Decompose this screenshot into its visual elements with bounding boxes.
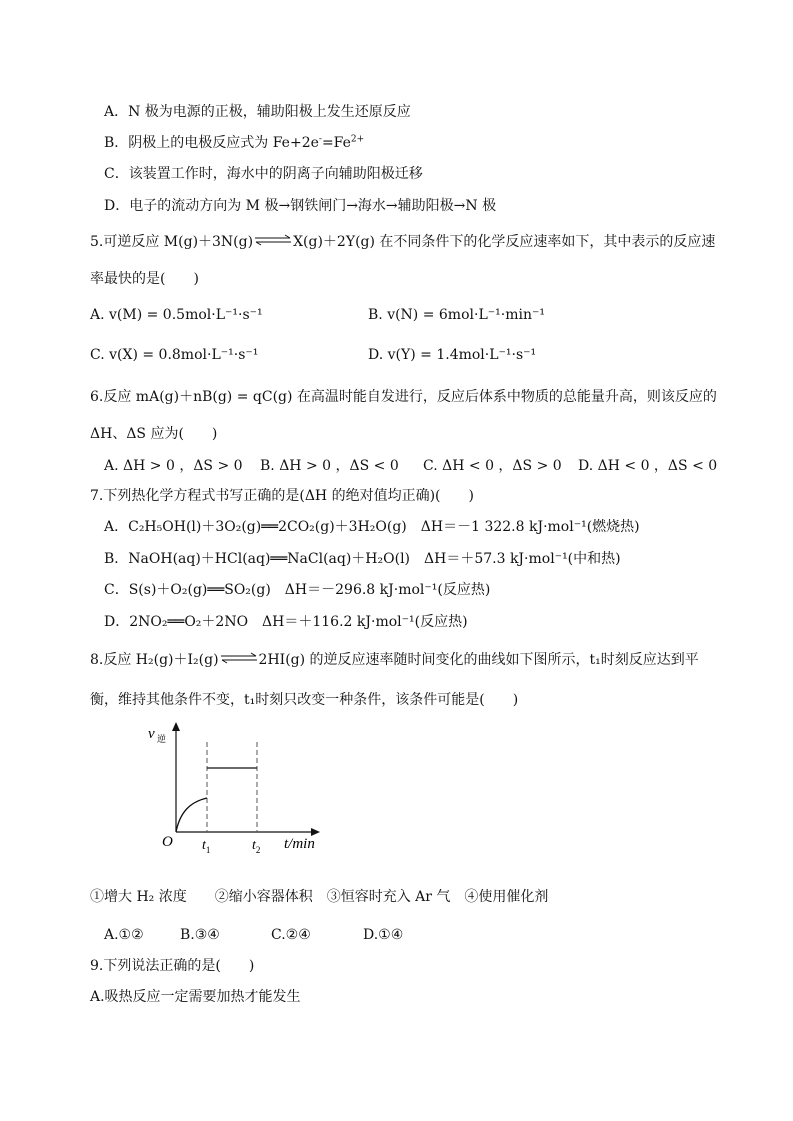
q5-option-b: B. v(N) = 6mol·L⁻¹·min⁻¹ xyxy=(368,307,545,323)
q8-stem-line2: 衡，维持其他条件不变，t₁时刻只改变一种条件，该条件可能是( ) xyxy=(90,692,519,708)
q5-stem xyxy=(90,233,715,251)
x-axis-label: t/min xyxy=(284,836,315,852)
x-tick-t1: $t_1$ xyxy=(202,838,211,855)
q7-option-c: C．S(s)＋O₂(g)══SO₂(g) ΔH＝－296.8 kJ·mol⁻¹(反应热) xyxy=(104,582,491,598)
origin-label: O xyxy=(162,834,173,850)
q8-option-b: B.③④ xyxy=(180,927,220,943)
q6-stem-line2: ΔH、ΔS 应为( ) xyxy=(90,426,218,442)
rate-time-chart xyxy=(140,720,330,860)
q5-stem-post: X(g)＋2Y(g) 在不同条件下的化学反应速率如下，其中表示的反应速 xyxy=(293,234,716,250)
rise-curve xyxy=(176,798,207,832)
q5-option-c: C. v(X) = 0.8mol·L⁻¹·s⁻¹ xyxy=(90,347,259,363)
y-axis-label-sub: 逆 xyxy=(157,734,167,744)
q4-option-c: C．该装置工作时，海水中的阴离子向辅助阳极迁移 xyxy=(104,166,423,182)
q4-option-b-sup1: - xyxy=(318,134,322,145)
q6-option-b: B. ΔH > 0 ，ΔS < 0 xyxy=(260,458,399,474)
y-axis-arrow xyxy=(172,722,180,731)
q5-stem-line2: 率最快的是( ) xyxy=(90,271,199,287)
q8-option-a: A.①② xyxy=(104,927,144,943)
q4-option-b-sup2: 2+ xyxy=(350,134,365,145)
q6-stem: 6.反应 mA(g)＋nB(g) = qC(g) 在高温时能自发进行，反应后体系中物质的总能量升高，则该反应的 xyxy=(90,389,717,405)
q5-stem-pre: 5.可逆反应 M(g)＋3N(g) xyxy=(90,234,254,250)
q8-conditions: ①增大 H₂ 浓度 ②缩小容器体积 ③恒容时充入 Ar 气 ④使用催化剂 xyxy=(90,889,549,905)
q4-option-d: D．电子的流动方向为 M 极→钢铁闸门→海水→辅助阳极→N 极 xyxy=(104,198,497,214)
equilibrium-arrow-icon xyxy=(253,233,293,251)
q5-option-a: A. v(M) = 0.5mol·L⁻¹·s⁻¹ xyxy=(90,307,263,323)
q7-stem: 7.下列热化学方程式书写正确的是(ΔH 的绝对值均正确)( ) xyxy=(90,488,474,504)
q6-option-c: C. ΔH < 0 ，ΔS > 0 xyxy=(423,458,562,474)
q8-stem-post: 2HI(g) 的逆反应速率随时间变化的曲线如下图所示，t₁时刻反应达到平 xyxy=(258,652,699,668)
q8-option-c: C.②④ xyxy=(271,927,311,943)
q4-option-a: A．N 极为电源的正极，辅助阳极上发生还原反应 xyxy=(104,104,411,120)
y-axis-label: v xyxy=(148,726,155,742)
q8-stem-pre: 8.反应 H₂(g)＋I₂(g) xyxy=(90,652,219,668)
q7-option-b: B．NaOH(aq)＋HCl(aq)══NaCl(aq)＋H₂O(l) ΔH＝＋57.3 kJ·mol⁻¹(中和热) xyxy=(104,551,621,567)
q4-option-b-mid: =Fe xyxy=(321,135,351,151)
x-tick-t2: $t_2$ xyxy=(252,838,261,855)
q8-option-d: D.①④ xyxy=(363,927,404,943)
q8-stem xyxy=(90,651,699,669)
q9-stem: 9.下列说法正确的是( ) xyxy=(90,958,255,974)
q4-option-b xyxy=(104,134,364,152)
q5-option-d: D. v(Y) = 1.4mol·L⁻¹·s⁻¹ xyxy=(368,347,537,363)
equilibrium-arrow-icon xyxy=(219,651,259,669)
q7-option-a: A．C₂H₅OH(l)＋3O₂(g)══2CO₂(g)＋3H₂O(g) ΔH＝－1 322.8 kJ·mol⁻¹(燃烧热) xyxy=(104,519,640,535)
q9-option-a: A.吸热反应一定需要加热才能发生 xyxy=(90,989,301,1005)
q4-option-b-text: B．阴极上的电极反应式为 Fe+2e xyxy=(104,135,319,151)
q7-option-d: D．2NO₂══O₂＋2NO ΔH＝＋116.2 kJ·mol⁻¹(反应热) xyxy=(104,614,468,630)
q6-option-a: A. ΔH > 0 ，ΔS > 0 xyxy=(104,458,243,474)
q6-option-d: D. ΔH < 0 ，ΔS < 0 xyxy=(578,458,718,474)
x-axis-arrow xyxy=(311,828,320,836)
